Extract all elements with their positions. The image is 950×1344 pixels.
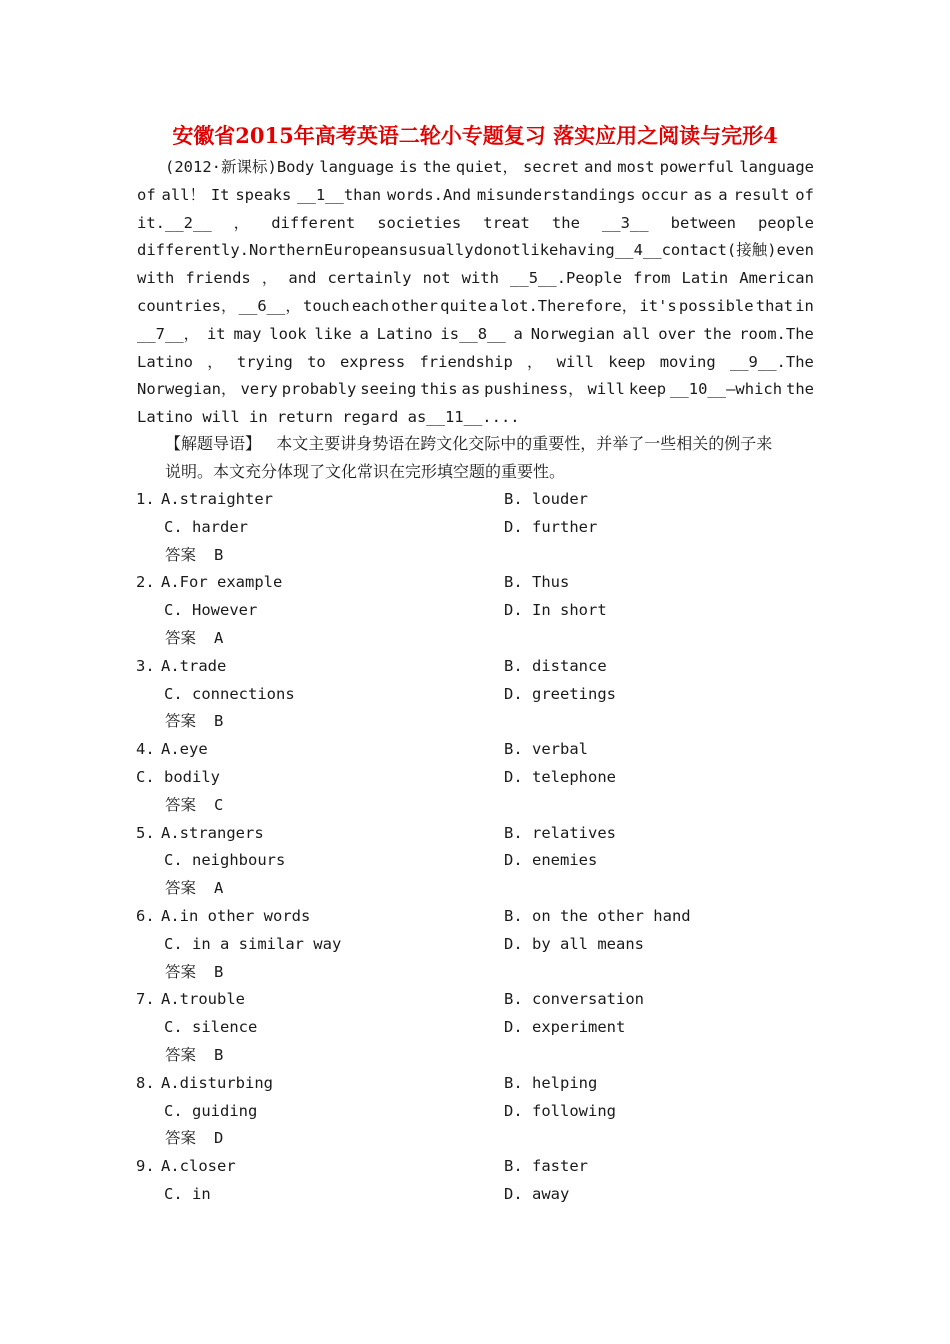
passage-word: language [319, 158, 394, 176]
passage-line [137, 376, 814, 404]
passage-word: people [757, 213, 814, 232]
passage-line [137, 210, 814, 238]
reading-guide [165, 430, 815, 486]
passage-word: American [739, 269, 814, 288]
passage-word: each [351, 296, 390, 315]
passage-word: that [755, 296, 794, 315]
passage-word: as [693, 185, 713, 204]
passage-line [137, 182, 814, 210]
passage-word: of [795, 185, 814, 204]
option-b: B. distance [504, 656, 607, 675]
passage-word: lot.Therefore， [500, 296, 638, 315]
passage-word: result [733, 185, 790, 204]
option-d: D. greetings [504, 684, 616, 703]
passage-word: quite [440, 296, 487, 315]
passage-word: pushiness， [484, 380, 584, 399]
question-number: 6. [136, 907, 155, 925]
option-c: C. in [164, 1185, 211, 1203]
guide-text-line1: 本文主要讲身势语在跨文化交际中的重要性，并举了一些相关的例子来 [276, 434, 773, 453]
passage-word: ， [261, 269, 278, 288]
passage-word: not [492, 241, 521, 260]
passage-word: like [314, 324, 352, 343]
option-d: D. enemies [504, 851, 598, 870]
guide-text-line2: 说明。本文充分体现了文化常识在完形填空题的重要性。 [165, 461, 566, 481]
option-a: A.trouble [161, 990, 245, 1009]
passage-word: Latino [376, 324, 433, 343]
passage-word: as [461, 380, 481, 399]
passage-word: keep [608, 352, 646, 371]
document-title: 安徽省2015年高考英语二轮小专题复习 落实应用之阅读与完形4 [172, 123, 778, 148]
passage-word: secret [523, 158, 580, 176]
answer-value: B [214, 712, 224, 731]
passage-word: from [633, 269, 671, 288]
passage-word: to [307, 352, 326, 371]
passage-word: will [556, 352, 594, 371]
passage-word: with [461, 269, 499, 288]
answer-value: D [214, 1129, 224, 1148]
passage-word: like [521, 241, 559, 260]
passage-word: __1__than [297, 185, 382, 204]
cloze-passage [137, 154, 814, 432]
passage-word: a [488, 296, 499, 315]
passage-word: a [359, 324, 369, 343]
passage-word: ， [207, 352, 223, 371]
answer-value: A [214, 879, 224, 898]
passage-word: of [137, 185, 156, 204]
passage-word: with [137, 269, 175, 288]
option-b: B. Thus [504, 573, 570, 592]
passage-word: __6__， [238, 296, 301, 315]
passage-word: misunderstandings [476, 185, 636, 204]
passage-word: other [391, 296, 438, 315]
answer-label: 答案 [165, 1046, 197, 1064]
option-c: C. neighbours [164, 851, 286, 870]
answer-value: C [214, 795, 224, 814]
passage-word: __9__.The [729, 352, 814, 371]
passage-word: (2012·新课标)Body [165, 158, 315, 176]
question-number: 9. [136, 1157, 155, 1176]
passage-word: is__8__ [440, 324, 506, 343]
passage-word: Norwegian [530, 324, 615, 343]
passage-word: the [551, 213, 580, 232]
passage-word: all [622, 324, 651, 343]
passage-word: it.__2__ [137, 213, 212, 232]
option-b: B. relatives [504, 823, 616, 842]
passage-word: the [703, 324, 732, 343]
question-number: 1. [136, 490, 155, 508]
passage-word: certainly [327, 269, 412, 288]
option-c: C. in a similar way [164, 934, 342, 953]
option-b: B. louder [504, 490, 588, 508]
option-c: C. bodily [136, 768, 220, 786]
passage-word: having [558, 241, 615, 260]
passage-word: will [587, 380, 625, 399]
passage-word: not [422, 269, 451, 288]
passage-word: the [786, 380, 814, 399]
guide-label: 【解题导语】 [165, 434, 262, 453]
answer-label: 答案 [165, 1129, 197, 1148]
passage-word: do [473, 241, 493, 260]
passage-word: seeing [360, 380, 417, 399]
passage-word: trying [236, 352, 293, 371]
passage-word: friendship [419, 352, 513, 371]
option-b: B. faster [504, 1157, 588, 1176]
option-b: B. conversation [504, 990, 644, 1009]
passage-word: all！ [161, 185, 205, 204]
passage-word: between [670, 213, 736, 232]
option-d: D. In short [504, 601, 607, 620]
passage-word: differently.Northern [137, 241, 324, 260]
passage-word: societies [377, 213, 462, 232]
passage-word: ， [233, 213, 250, 232]
option-c: C. silence [164, 1018, 258, 1037]
answer-value: A [214, 629, 224, 647]
option-c: C. connections [164, 684, 295, 703]
answer-label: 答案 [165, 795, 197, 814]
passage-line [137, 265, 814, 293]
option-d: D. by all means [504, 934, 644, 953]
passage-word: __10__—which [670, 380, 783, 399]
passage-word: __7__， [137, 324, 200, 343]
option-d: D. experiment [504, 1018, 626, 1037]
option-a: A.disturbing [161, 1073, 273, 1092]
passage-word: treat [483, 213, 530, 232]
option-d: D. away [504, 1185, 570, 1203]
passage-word: countries， [137, 296, 237, 315]
option-a: A.For example [161, 573, 283, 592]
passage-word: it [206, 324, 226, 343]
answer-value: B [214, 962, 224, 981]
passage-line [137, 349, 814, 377]
question-number: 8. [136, 1073, 155, 1092]
passage-word: moving [659, 352, 716, 371]
passage-word: most [617, 158, 655, 176]
passage-word: __3__ [601, 213, 649, 232]
passage-word: different [271, 213, 356, 232]
passage-word: ， [526, 352, 543, 371]
answer-label: 答案 [165, 712, 197, 731]
option-a: A.in other words [161, 907, 311, 925]
option-a: A.trade [161, 656, 227, 675]
passage-word: occur [641, 185, 688, 204]
passage-word: touch [302, 296, 350, 315]
passage-word: powerful [659, 158, 735, 176]
question-number: 4. [136, 740, 155, 759]
passage-word: a [718, 185, 728, 204]
passage-line [137, 404, 814, 432]
option-b: B. helping [504, 1073, 598, 1092]
passage-word: the [422, 158, 451, 176]
option-a: A.closer [161, 1157, 236, 1176]
passage-line [137, 237, 814, 265]
passage-word: look [269, 324, 307, 343]
passage-word: this [420, 380, 458, 399]
option-c: C. harder [164, 517, 248, 536]
passage-word: may [233, 324, 262, 343]
answer-label: 答案 [165, 629, 197, 647]
option-d: D. following [504, 1101, 616, 1120]
passage-word: and [584, 158, 613, 176]
option-c: C. However [164, 601, 258, 620]
option-a: A.eye [161, 740, 208, 759]
option-d: D. further [504, 517, 598, 536]
passage-word: very [240, 380, 278, 399]
passage-word: Latin [681, 269, 729, 288]
passage-word: Europeans [323, 241, 408, 260]
passage-word: over [658, 324, 696, 343]
passage-word: speaks [235, 185, 292, 204]
passage-word: Latino will in return regard as__11__.... [137, 408, 520, 427]
answer-value: B [214, 545, 224, 564]
option-a: A.straighter [161, 490, 273, 508]
passage-word: __5__.People [510, 269, 623, 288]
passage-word: it's [639, 296, 677, 315]
passage-word: usually [408, 241, 474, 260]
option-d: D. telephone [504, 768, 616, 786]
question-number: 5. [136, 823, 155, 842]
passage-word: and [288, 269, 317, 288]
answer-value: B [214, 1046, 224, 1064]
passage-word: quiet， [455, 158, 518, 176]
passage-word: in [795, 296, 814, 315]
answer-label: 答案 [165, 962, 197, 981]
passage-word: is [398, 158, 418, 176]
option-b: B. verbal [504, 740, 588, 759]
question-number: 2. [136, 573, 155, 592]
passage-word: It [210, 185, 230, 204]
question-number: 3. [136, 656, 155, 675]
option-a: A.strangers [161, 823, 264, 842]
passage-word: friends [185, 269, 251, 288]
passage-line [137, 321, 814, 349]
option-b: B. on the other hand [504, 907, 691, 925]
passage-word: possible [678, 296, 754, 315]
passage-line [137, 154, 814, 182]
passage-word: keep [628, 380, 667, 399]
answer-label: 答案 [165, 879, 197, 898]
passage-word: Latino [137, 352, 193, 371]
passage-word: probably [281, 380, 357, 399]
passage-word: language [739, 158, 814, 176]
passage-word: room.The [739, 324, 814, 343]
passage-line [137, 293, 814, 321]
passage-word: Norwegian， [137, 380, 237, 399]
option-c: C. guiding [164, 1101, 258, 1120]
passage-word: express [339, 352, 406, 371]
passage-word: a [513, 324, 523, 343]
answer-label: 答案 [165, 545, 197, 564]
question-number: 7. [136, 990, 155, 1009]
passage-word: __4__contact(接触)even [614, 241, 814, 260]
passage-word: words.And [386, 185, 471, 204]
